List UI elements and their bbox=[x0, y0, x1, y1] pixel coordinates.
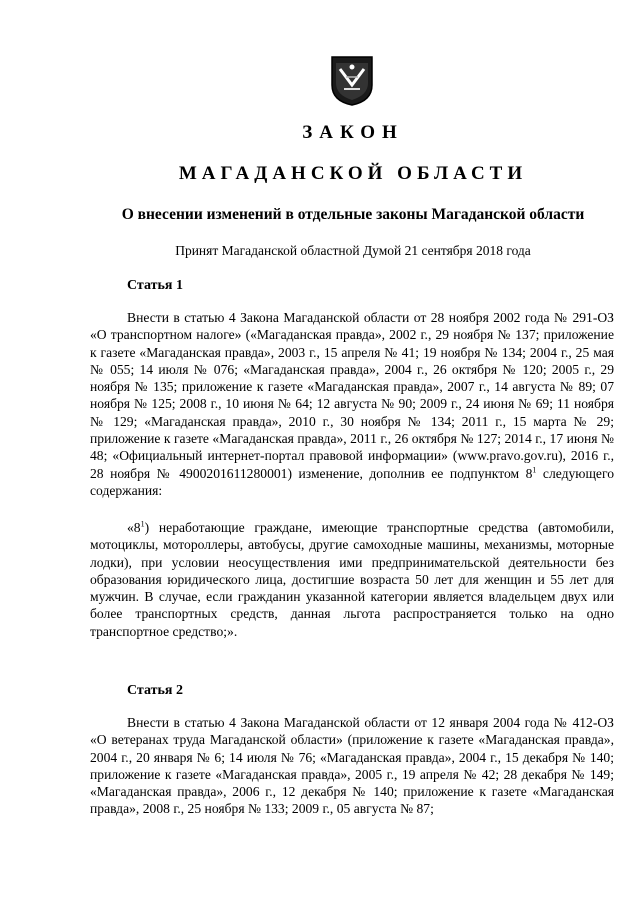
adoption-line: Принят Магаданской областной Думой 21 сентября 2018 года bbox=[175, 243, 531, 258]
law-title: ЗАКОН bbox=[302, 122, 404, 143]
coat-of-arms-icon bbox=[330, 55, 374, 107]
article-1-paragraph-2 bbox=[90, 519, 614, 640]
article-1-heading: Статья 1 bbox=[127, 278, 183, 293]
article-1-paragraph-1 bbox=[90, 309, 614, 499]
article-1-paragraph-1-end: следующего содержания: bbox=[90, 465, 614, 498]
article-2-heading: Статья 2 bbox=[127, 683, 183, 698]
superscript: 1 bbox=[532, 465, 537, 475]
superscript: 1 bbox=[140, 519, 145, 529]
law-subtitle: О внесении изменений в отдельные законы Магаданской области bbox=[121, 206, 585, 223]
region-title: МАГАДАНСКОЙ ОБЛАСТИ bbox=[178, 163, 528, 184]
article-1-paragraph-1-text: Внести в статью 4 Закона Магаданской области от 28 ноября 2002 года № 291-ОЗ «О транспортном налоге» («Магаданская правда», 2002 г., 29 ноября № 137; приложение к газете «Магаданская правда», 2003 г., 15 апреля № 41; 19 ноября № 134; 2004 г., 25 мая № 055; 14 июля № 076; «Магаданская правда», 2004 г., 26 октября № 120; 2005 г., 29 ноября № 135; приложение к газете «Магаданская правда», 2007 г., 14 августа № 89; 07 ноября № 125; 2008 г., 10 июня № 64; 12 августа № 90; 2009 г., 24 июня № 69; 11 ноября № 129; «Магаданская правда», 2010 г., 30 ноября № 134; 2011 г., 15 марта № 29; приложение к газете «Магаданская правда», 2011 г., 26 октября № 127; 2014 г., 17 июня № 48; «Официальный интернет-портал правовой информации» (www.pravo.gov.ru), 2016 г., 28 ноября № 4900201611280001) изменение, дополнив ее подпунктом 8 bbox=[90, 310, 614, 481]
article-2-paragraph-1: Внести в статью 4 Закона Магаданской области от 12 января 2004 года № 412-ОЗ «О ветеранах труда Магаданской области» (приложение к газете «Магаданская правда», 2004 г., 20 января № 6; 14 июля № 76; «Магаданская правда», 2004 г., 15 декабря № 140; приложение к газете «Магаданская правда», 2005 г., 19 апреля № 42; 28 декабря № 149; «Магаданская правда», 2006 г., 12 декабря № 140; приложение к газете «Магаданская правда», 2008 г., 25 ноября № 133; 2009 г., 05 августа № 87; bbox=[90, 715, 614, 817]
article-1-paragraph-2-text: ) неработающие граждане, имеющие транспортные средства (автомобили, мотоциклы, мотороллеры, автобусы, другие самоходные машины, механизмы, моторные лодки), при условии неосуществления ими предпринимательской деятельности без образования юридического лица, достигшие возраста 50 лет для женщин и 55 лет для мужчин. В случае, если гражданин указанной категории является владельцем двух или более транспортных средств, данная льгота распространяется только на одно транспортное средство;». bbox=[90, 520, 614, 639]
article-1-paragraph-2-start: «8 bbox=[127, 520, 141, 535]
